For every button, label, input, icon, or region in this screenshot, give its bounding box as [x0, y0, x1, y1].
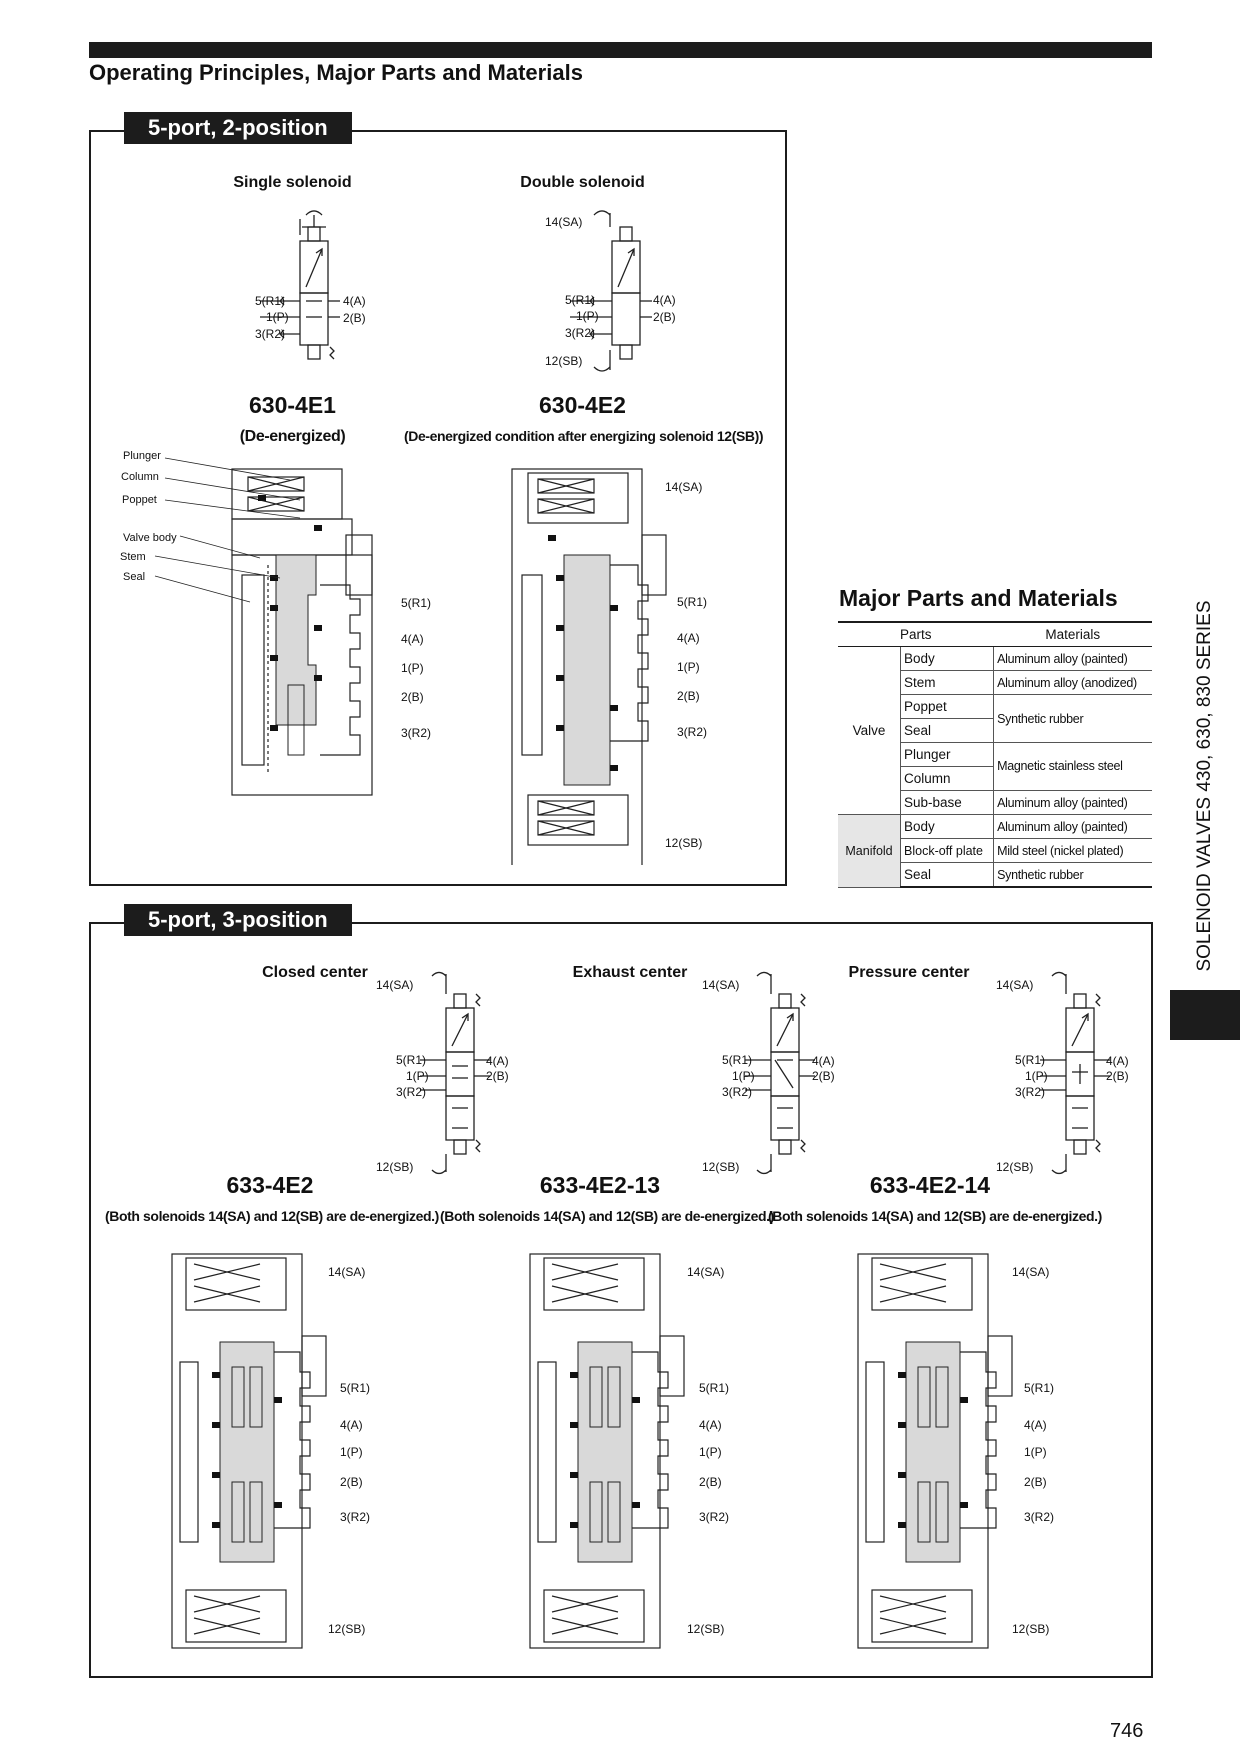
materials-title: Major Parts and Materials	[839, 585, 1118, 611]
cross-section-633-4E2	[170, 1252, 345, 1650]
symbol-double-solenoid	[560, 205, 670, 375]
part-cell: Seal	[901, 719, 994, 743]
port-label: 4(A)	[1106, 1054, 1129, 1068]
port-label: 12(SB)	[687, 1622, 725, 1636]
port-label: 3(R2)	[340, 1510, 371, 1524]
page-title: Operating Principles, Major Parts and Materials	[89, 60, 583, 85]
port-label: 14(SA)	[665, 480, 703, 494]
table-row	[838, 815, 1152, 839]
col-materials: Materials	[994, 622, 1152, 647]
note-pressure-center: (Both solenoids 14(SA) and 12(SB) are de-energized.)	[768, 1208, 1102, 1224]
port-label: 4(A)	[486, 1054, 509, 1068]
port-label: 1(P)	[1025, 1069, 1048, 1083]
model-633-4E2-13: 633-4E2-13	[539, 1172, 661, 1198]
port-label: 1(P)	[406, 1069, 429, 1083]
port-label: 3(R2)	[255, 327, 286, 341]
port-label: 1(P)	[266, 310, 289, 324]
part-label-valve-body: Valve body	[123, 532, 177, 544]
port-label: 5(R1)	[401, 596, 432, 610]
table-row	[838, 647, 1152, 671]
side-thumb-tab	[1170, 990, 1240, 1040]
part-cell: Body	[901, 647, 994, 671]
port-label: 3(R2)	[401, 726, 432, 740]
port-label: 5(R1)	[722, 1053, 753, 1067]
port-label: 3(R2)	[1024, 1510, 1055, 1524]
note-exhaust-center: (Both solenoids 14(SA) and 12(SB) are de-energized.)	[440, 1208, 774, 1224]
port-label: 3(R2)	[565, 326, 596, 340]
port-label: 1(P)	[677, 660, 700, 674]
note-double: (De-energized condition after energizing solenoid 12(SB))	[404, 428, 764, 444]
model-630-4E1: 630-4E1	[249, 392, 336, 418]
port-label: 12(SB)	[665, 836, 703, 850]
port-label: 3(R2)	[722, 1085, 753, 1099]
material-cell: Aluminum alloy (anodized)	[994, 671, 1152, 695]
page-number: 746	[1110, 1720, 1144, 1742]
port-label: 12(SB)	[328, 1622, 366, 1636]
port-label: 2(B)	[1024, 1475, 1047, 1489]
port-label: 1(P)	[732, 1069, 755, 1083]
port-label: 14(SA)	[328, 1265, 366, 1279]
header-bar	[89, 42, 1152, 58]
port-label: 1(P)	[340, 1445, 363, 1459]
port-label: 5(R1)	[677, 595, 708, 609]
port-label: 4(A)	[699, 1418, 722, 1432]
part-label-seal: Seal	[123, 571, 146, 583]
port-label: 12(SB)	[1012, 1622, 1050, 1636]
part-cell: Body	[901, 815, 994, 839]
port-label: 14(SA)	[1012, 1265, 1050, 1279]
section-tab-2-position: 5-port, 2-position	[124, 112, 352, 144]
model-633-4E2: 633-4E2	[226, 1172, 314, 1198]
port-label: 1(P)	[576, 309, 599, 323]
port-label: 2(B)	[343, 311, 366, 325]
model-630-4E2: 630-4E2	[539, 392, 626, 418]
port-label: 4(A)	[677, 631, 700, 645]
port-label: 1(P)	[699, 1445, 722, 1459]
cross-section-633-4E2-14	[856, 1252, 1031, 1650]
port-label: 4(A)	[401, 632, 424, 646]
part-cell: Sub-base	[901, 791, 994, 815]
side-label: SOLENOID VALVES 430, 630, 830 SERIES	[1194, 600, 1215, 972]
part-cell: Block-off plate	[901, 839, 994, 863]
port-label: 2(B)	[812, 1069, 835, 1083]
port-label: 4(A)	[343, 294, 366, 308]
material-cell: Magnetic stainless steel	[994, 743, 1152, 791]
part-cell: Column	[901, 767, 994, 791]
part-label-plunger: Plunger	[123, 450, 161, 462]
port-label: 14(SA)	[702, 978, 740, 992]
heading-closed-center: Closed center	[262, 964, 368, 981]
port-label: 2(B)	[677, 689, 700, 703]
port-label: 2(B)	[653, 310, 676, 324]
port-label: 5(R1)	[340, 1381, 371, 1395]
material-cell: Synthetic rubber	[994, 695, 1152, 743]
material-cell: Aluminum alloy (painted)	[994, 647, 1152, 671]
port-label: 4(A)	[653, 293, 676, 307]
heading-single-solenoid: Single solenoid	[233, 174, 352, 191]
port-label: 14(SA)	[996, 978, 1034, 992]
col-parts: Parts	[838, 622, 994, 647]
part-cell: Poppet	[901, 695, 994, 719]
side-label-container	[1185, 595, 1215, 985]
port-label: 3(R2)	[1015, 1085, 1046, 1099]
part-cell: Stem	[901, 671, 994, 695]
port-label: 12(SB)	[545, 354, 583, 368]
port-label: 14(SA)	[687, 1265, 725, 1279]
port-label: 2(B)	[1106, 1069, 1129, 1083]
material-cell: Aluminum alloy (painted)	[994, 815, 1152, 839]
heading-double-solenoid: Double solenoid	[520, 174, 645, 191]
part-cell: Plunger	[901, 743, 994, 767]
port-label: 1(P)	[1024, 1445, 1047, 1459]
part-cell: Seal	[901, 863, 994, 888]
port-label: 3(R2)	[677, 725, 708, 739]
port-label: 14(SA)	[376, 978, 414, 992]
group-valve: Valve	[838, 647, 901, 815]
port-label: 3(R2)	[396, 1085, 427, 1099]
heading-pressure-center: Pressure center	[848, 964, 970, 981]
part-label-column: Column	[121, 471, 159, 483]
port-label: 5(R1)	[396, 1053, 427, 1067]
leader-lines	[150, 450, 350, 610]
port-label: 2(B)	[699, 1475, 722, 1489]
material-cell: Mild steel (nickel plated)	[994, 839, 1152, 863]
part-label-poppet: Poppet	[122, 494, 157, 506]
port-label: 4(A)	[340, 1418, 363, 1432]
port-label: 5(R1)	[1015, 1053, 1046, 1067]
port-label: 5(R1)	[1024, 1381, 1055, 1395]
part-label-stem: Stem	[120, 551, 146, 563]
heading-exhaust-center: Exhaust center	[572, 964, 688, 981]
materials-table	[838, 621, 1152, 888]
cross-section-630-4E2	[508, 465, 678, 865]
port-label: 5(R1)	[565, 293, 596, 307]
note-single: (De-energized)	[239, 428, 346, 445]
port-label: 12(SB)	[996, 1160, 1034, 1174]
material-cell: Synthetic rubber	[994, 863, 1152, 888]
group-manifold: Manifold	[838, 815, 901, 888]
port-label: 5(R1)	[255, 294, 286, 308]
section-tab-3-position: 5-port, 3-position	[124, 904, 352, 936]
port-label: 4(A)	[812, 1054, 835, 1068]
port-label: 2(B)	[486, 1069, 509, 1083]
port-label: 12(SB)	[376, 1160, 414, 1174]
port-label: 4(A)	[1024, 1418, 1047, 1432]
cross-section-633-4E2-13	[528, 1252, 703, 1650]
port-label: 2(B)	[401, 690, 424, 704]
port-label: 3(R2)	[699, 1510, 730, 1524]
port-label: 5(R1)	[699, 1381, 730, 1395]
port-label: 1(P)	[401, 661, 424, 675]
port-label: 2(B)	[340, 1475, 363, 1489]
port-label: 14(SA)	[545, 215, 583, 229]
model-633-4E2-14: 633-4E2-14	[869, 1172, 991, 1198]
material-cell: Aluminum alloy (painted)	[994, 791, 1152, 815]
note-closed-center: (Both solenoids 14(SA) and 12(SB) are de-energized.)	[105, 1208, 439, 1224]
port-label: 12(SB)	[702, 1160, 740, 1174]
